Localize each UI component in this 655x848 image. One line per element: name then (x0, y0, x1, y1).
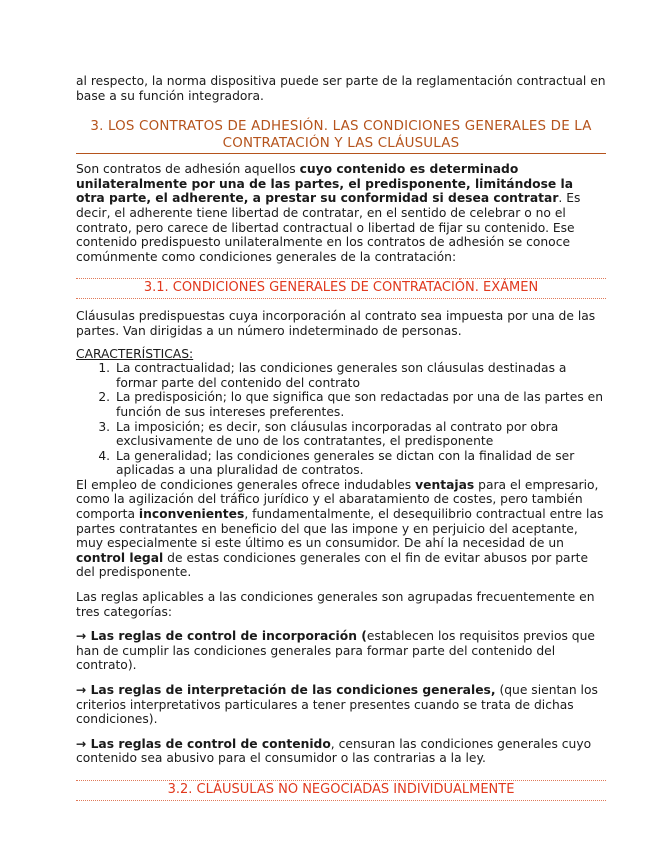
paragraph-bold-text: → Las reglas de control de incorporación ( (76, 629, 367, 644)
paragraph-bold-text: inconvenientes (138, 507, 245, 522)
list-item: 4. La generalidad; las condiciones generales se dictan con la finalidad de ser aplicadas a una pluralidad de contratos. (114, 449, 606, 478)
paragraph-bold-text: → Las reglas de control de contenido (76, 736, 331, 751)
paragraph-text: de estas condiciones generales con el fin de evitar abusos por parte del predisponente. (76, 550, 589, 580)
features-list (76, 361, 606, 478)
paragraph-bold-text: cuyo contenido es determinado unilateralmente por una de las partes, el predisponente, limitándose la otra parte, el adherente, a prestar su conformidad si desea contratar (76, 162, 574, 206)
advantages-paragraph (76, 478, 606, 580)
intro-paragraph: al respecto, la norma dispositiva puede ser parte de la reglamentación contractual en base a su función integradora. (76, 74, 606, 103)
list-item: 1. La contractualidad; las condiciones generales son cláusulas destinadas a formar parte del contenido del contrato (114, 361, 606, 390)
document-page (76, 74, 606, 801)
paragraph-text: . Es decir, el adherente tiene libertad de contratar, en el sentido de celebrar o no el contrato, pero carece de libertad contractual o libertad de fijar su contenido. Ese contenido predispuesto unilateralmente en los contratos de adhesión se conoce comúnmente como condiciones generales de la contratación: (76, 191, 581, 264)
paragraph-text: establecen los requisitos previos que han de cumplir las condiciones generales para formar parte del contenido del contrato). (76, 629, 595, 673)
paragraph-text: Son contratos de adhesión aquellos (76, 162, 300, 177)
paragraph-text: (que sientan los criterios interpretativos particulares a tener presentes cuando se trata de dichas condiciones). (76, 683, 598, 727)
rules-intro-paragraph: Las reglas aplicables a las condiciones generales son agrupadas frecuentemente en tres categorías: (76, 590, 595, 619)
section-3-2-heading: 3.2. CLÁUSULAS NO NEGOCIADAS INDIVIDUALMENTE (76, 780, 606, 801)
paragraph-text: para el empresario, como la agilización del tráfico jurídico y el abaratamiento de costes, pero también comporta (76, 477, 599, 522)
paragraph-bold-text: ventajas (415, 477, 475, 492)
paragraph-text: , censuran las condiciones generales cuyo contenido sea abusivo para el consumidor o las contrarias a la ley. (76, 736, 592, 766)
section-3-1-heading: 3.1. CONDICIONES GENERALES DE CONTRATACIÓN. EXÁMEN (76, 278, 606, 299)
paragraph-bold-text: control legal (76, 550, 164, 565)
list-item: 2. La predisposición; lo que significa que son redactadas por una de las partes en función de sus intereses preferentes. (114, 390, 606, 419)
rule-incorporation-paragraph (76, 629, 606, 673)
definition-paragraph: Cláusulas predispuestas cuya incorporación al contrato sea impuesta por una de las partes. Van dirigidas a un número indeterminado de personas. (76, 309, 596, 338)
list-item: 3. La imposición; es decir, son cláusulas incorporadas al contrato por obra exclusivamente de uno de los contratantes, el predisponente (114, 420, 606, 449)
rule-interpretation-paragraph (76, 683, 606, 727)
paragraph-text: , fundamentalmente, el desequilibrio contractual entre las partes contratantes en beneficio del que las impone y en perjuicio del aceptante, muy especialmente si este último es un consumidor. De ahí la necesidad de un (76, 507, 604, 551)
adhesion-contracts-paragraph (76, 162, 606, 264)
paragraph-text: El empleo de condiciones generales ofrece indudables (76, 477, 416, 492)
paragraph-bold-text: → Las reglas de interpretación de las condiciones generales, (76, 683, 496, 697)
rule-content-paragraph (76, 737, 606, 766)
section-3-heading: 3. LOS CONTRATOS DE ADHESIÓN. LAS CONDICIONES GENERALES DE LA CONTRATACIÓN Y LAS CLÁUSULAS (76, 119, 606, 154)
features-label: CARACTERÍSTICAS: (76, 346, 194, 361)
